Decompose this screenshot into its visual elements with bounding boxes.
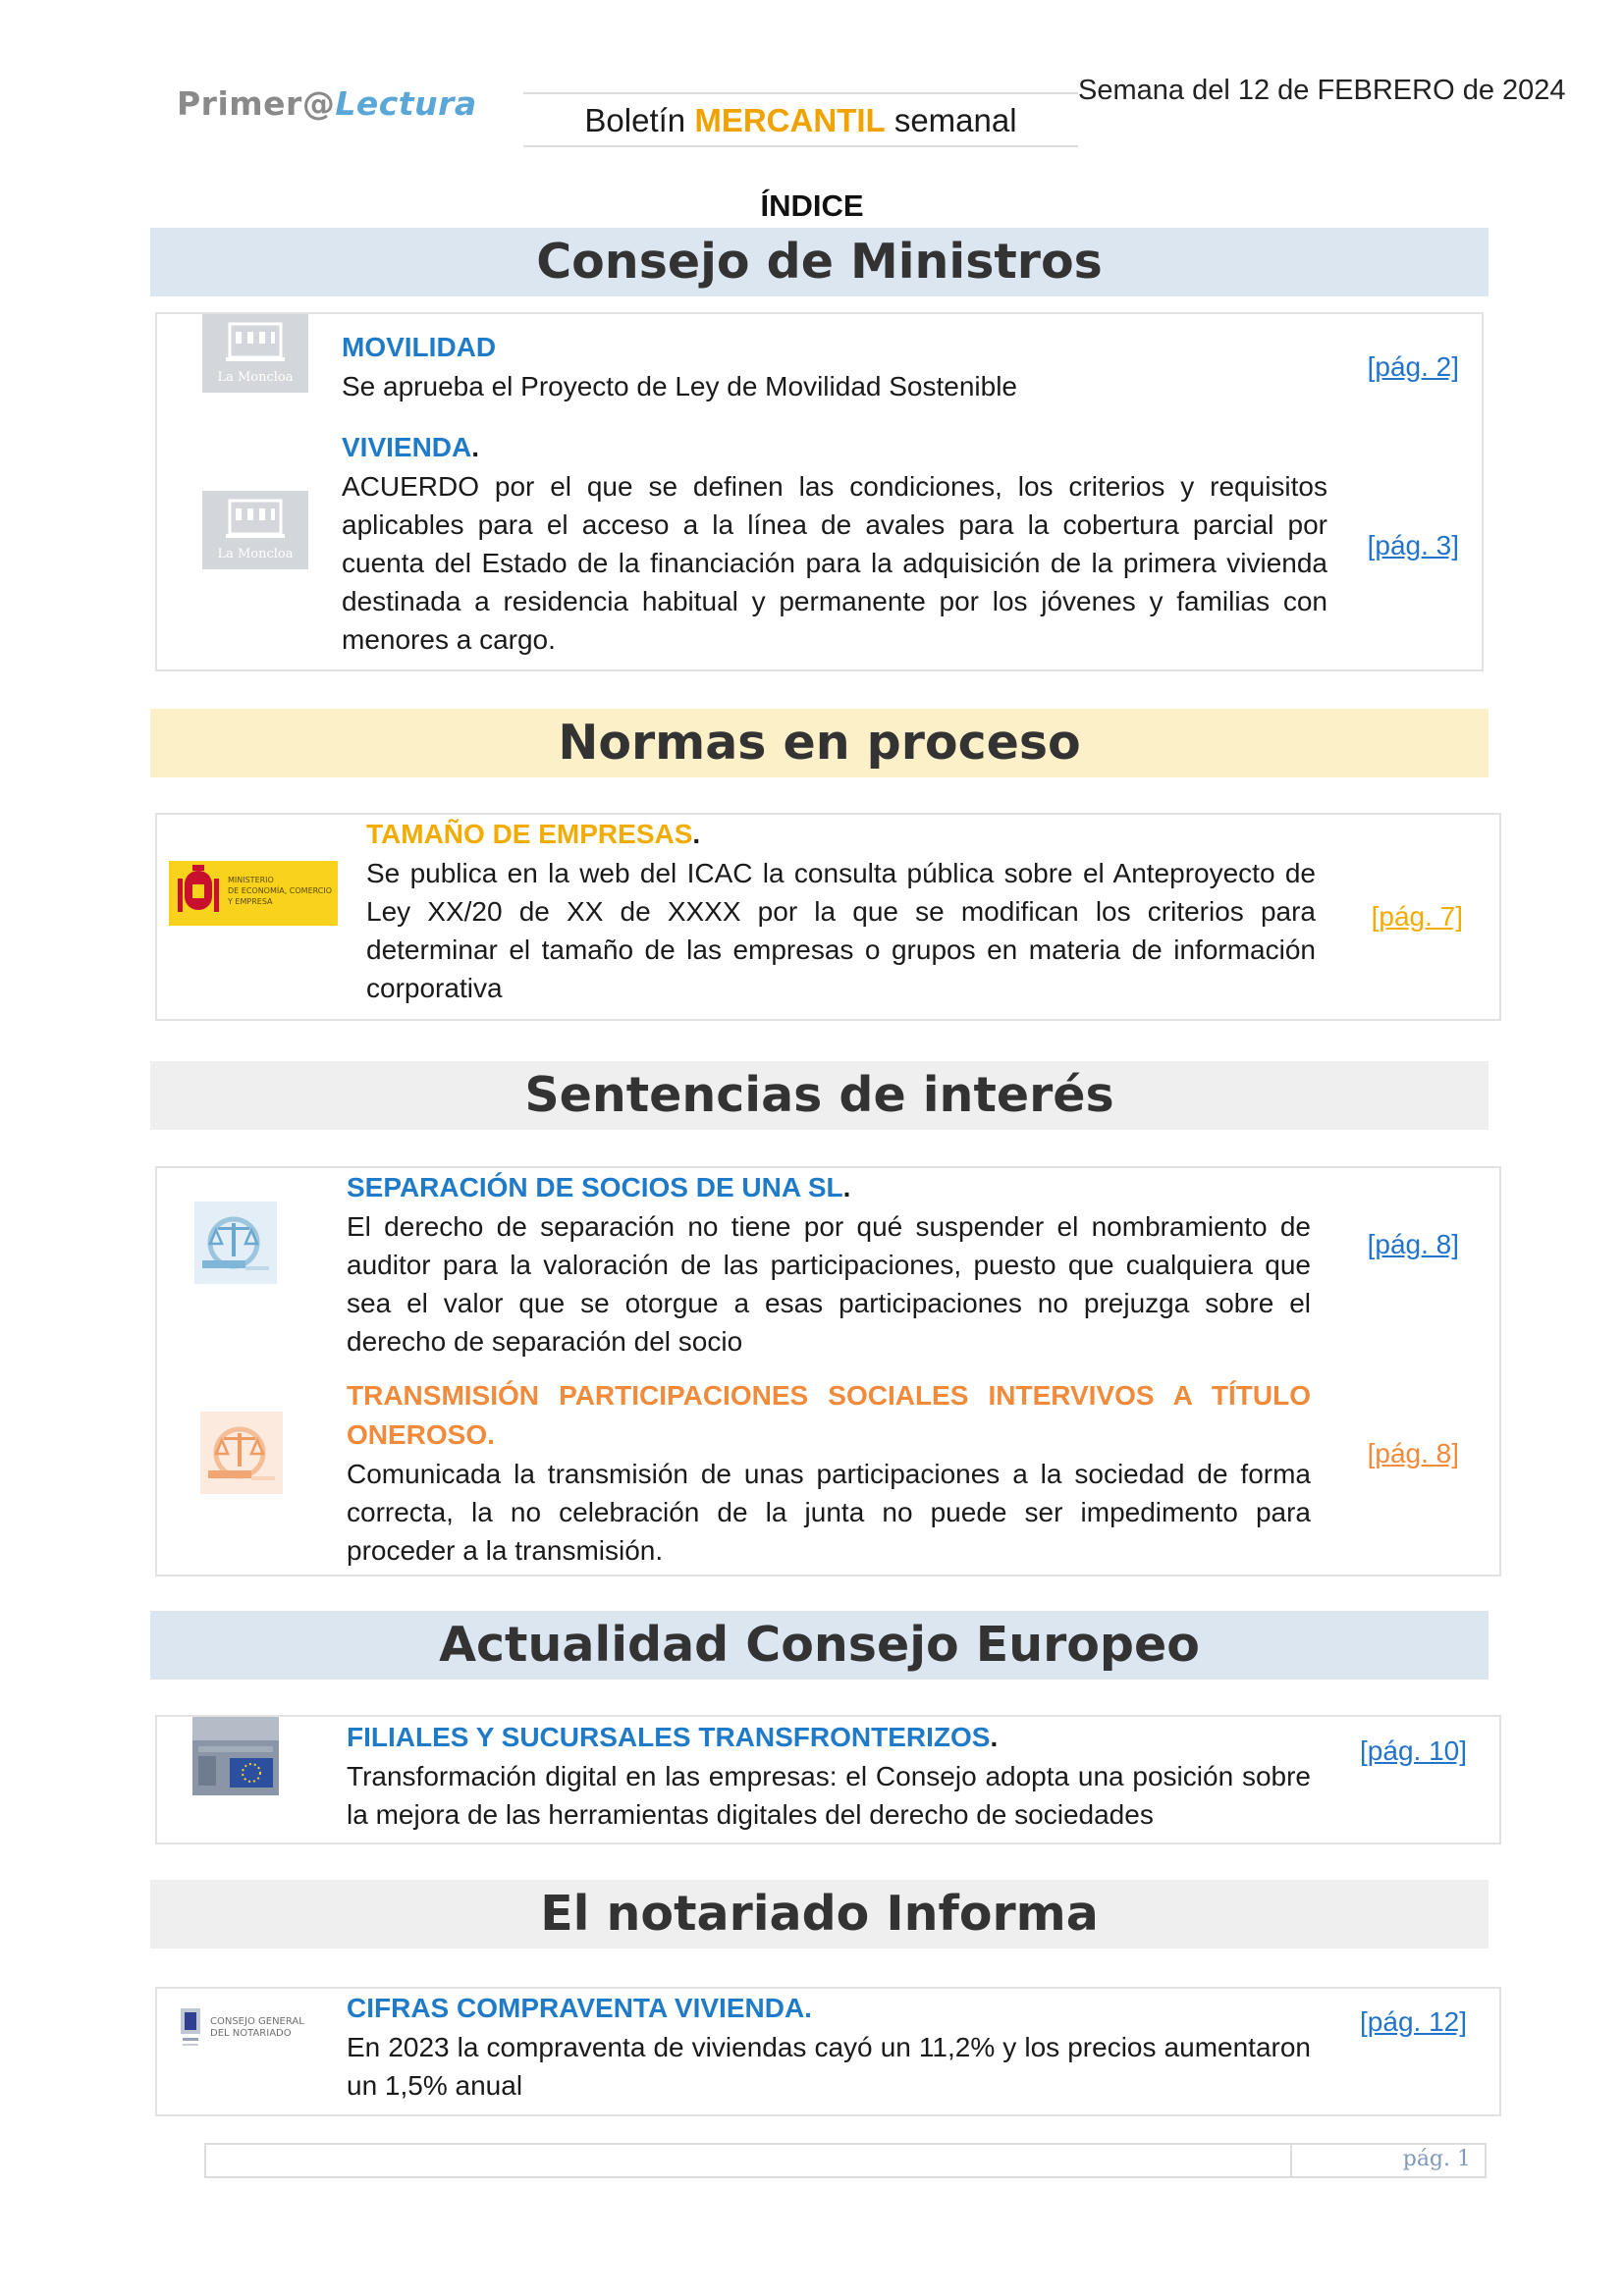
item-title: FILIALES Y SUCURSALES TRANSFRONTERIZOS. [347,1722,999,1752]
item-title: TAMAÑO DE EMPRESAS. [366,819,701,849]
footer-divider [1290,2145,1292,2176]
page-link[interactable]: [pág. 8] [1367,1229,1459,1259]
scales-of-justice-icon [200,1412,283,1494]
list-item [347,1718,1311,1834]
index-heading: ÍNDICE [760,188,864,223]
page-number: pág. 1 [1402,2147,1471,2171]
svg-text:DE ECONOMÍA, COMERCIO: DE ECONOMÍA, COMERCIO [228,886,333,895]
item-description: Se aprueba el Proyecto de Ley de Movilidad Sostenible [342,371,1017,401]
ministry-logo-icon [169,861,338,926]
item-title: MOVILIDAD [342,332,497,362]
item-description: Se publica en la web del ICAC la consulta pública sobre el Anteproyecto de Ley XX/20 de XX de XXXX por la que se modifican los criterios para determinar el tamaño de las empresas o grupos en materia de información corporativa [366,858,1316,1003]
bulletin-title: Boletín MERCANTIL semanal [523,92,1078,147]
page-link[interactable]: [pág. 7] [1371,901,1463,932]
item-description: En 2023 la compraventa de viviendas cayó un 11,2% y los precios aumentaron un 1,5% anual [347,2032,1311,2101]
svg-text:DEL NOTARIADO: DEL NOTARIADO [210,2028,292,2039]
moncloa-icon [202,314,308,393]
item-description: El derecho de separación no tiene por qué suspender el nombramiento de auditor para la valoración de las participaciones, puesto que cualquiera que sea el valor que se otorgue a esas participaciones no prejuzga sobre el derecho de separación del socio [347,1211,1311,1357]
item-title: CIFRAS COMPRAVENTA VIVIENDA. [347,1993,812,2023]
list-item [347,1168,1311,1361]
page-footer [204,2143,1487,2178]
section-sentencias-title: Sentencias de interés [150,1061,1489,1130]
svg-text:La Moncloa: La Moncloa [217,370,294,385]
svg-text:CONSEJO GENERAL: CONSEJO GENERAL [210,2016,304,2027]
item-title: VIVIENDA. [342,432,480,462]
section-consejo-title: Consejo de Ministros [150,228,1489,296]
section-normas-title: Normas en proceso [150,709,1489,777]
item-title: SEPARACIÓN DE SOCIOS DE UNA SL. [347,1172,851,1202]
notariado-logo-icon [177,2002,324,2056]
item-description: ACUERDO por el que se definen las condiciones, los criterios y requisitos aplicables para el acceso a la línea de avales para la cobertura parcial por cuenta del Estado de la financiación para la adquisición de la primera vivienda destinada a residencia habitual y permanente por los jóvenes y familias con menores a cargo. [342,471,1327,655]
item-description: Transformación digital en las empresas: el Consejo adopta una posición sobre la mejora de las herramientas digitales del derecho de sociedades [347,1761,1311,1830]
page-link[interactable]: [pág. 12] [1360,2006,1467,2037]
page-link[interactable]: [pág. 10] [1360,1735,1467,1766]
list-item [347,1989,1311,2105]
svg-text:Y EMPRESA: Y EMPRESA [228,897,273,906]
week-date: Semana del 12 de FEBRERO de 2024 [1078,75,1566,106]
svg-text:MINISTERIO: MINISTERIO [228,876,274,884]
list-item [366,815,1316,1007]
page-link[interactable]: [pág. 2] [1367,351,1459,382]
section-europeo-title: Actualidad Consejo Europeo [150,1611,1489,1680]
svg-text:La Moncloa: La Moncloa [217,547,294,561]
moncloa-icon [202,491,308,569]
list-item [342,428,1327,659]
list-item [342,328,1327,405]
scales-of-justice-icon [194,1201,277,1284]
section-notariado-title: El notariado Informa [150,1880,1489,1949]
item-title: TRANSMISIÓN PARTICIPACIONES SOCIALES INTERVIVOS A TÍTULO ONEROSO. [347,1380,1311,1450]
list-item [347,1376,1311,1570]
european-council-icon [192,1717,279,1795]
brand-logo: Primer@Lectura [177,84,477,123]
item-description: Comunicada la transmisión de unas participaciones a la sociedad de forma correcta, la no celebración de la junta no puede ser impedimento para proceder a la transmisión. [347,1459,1311,1566]
page-link[interactable]: [pág. 3] [1367,530,1459,561]
page-link[interactable]: [pág. 8] [1367,1438,1459,1468]
